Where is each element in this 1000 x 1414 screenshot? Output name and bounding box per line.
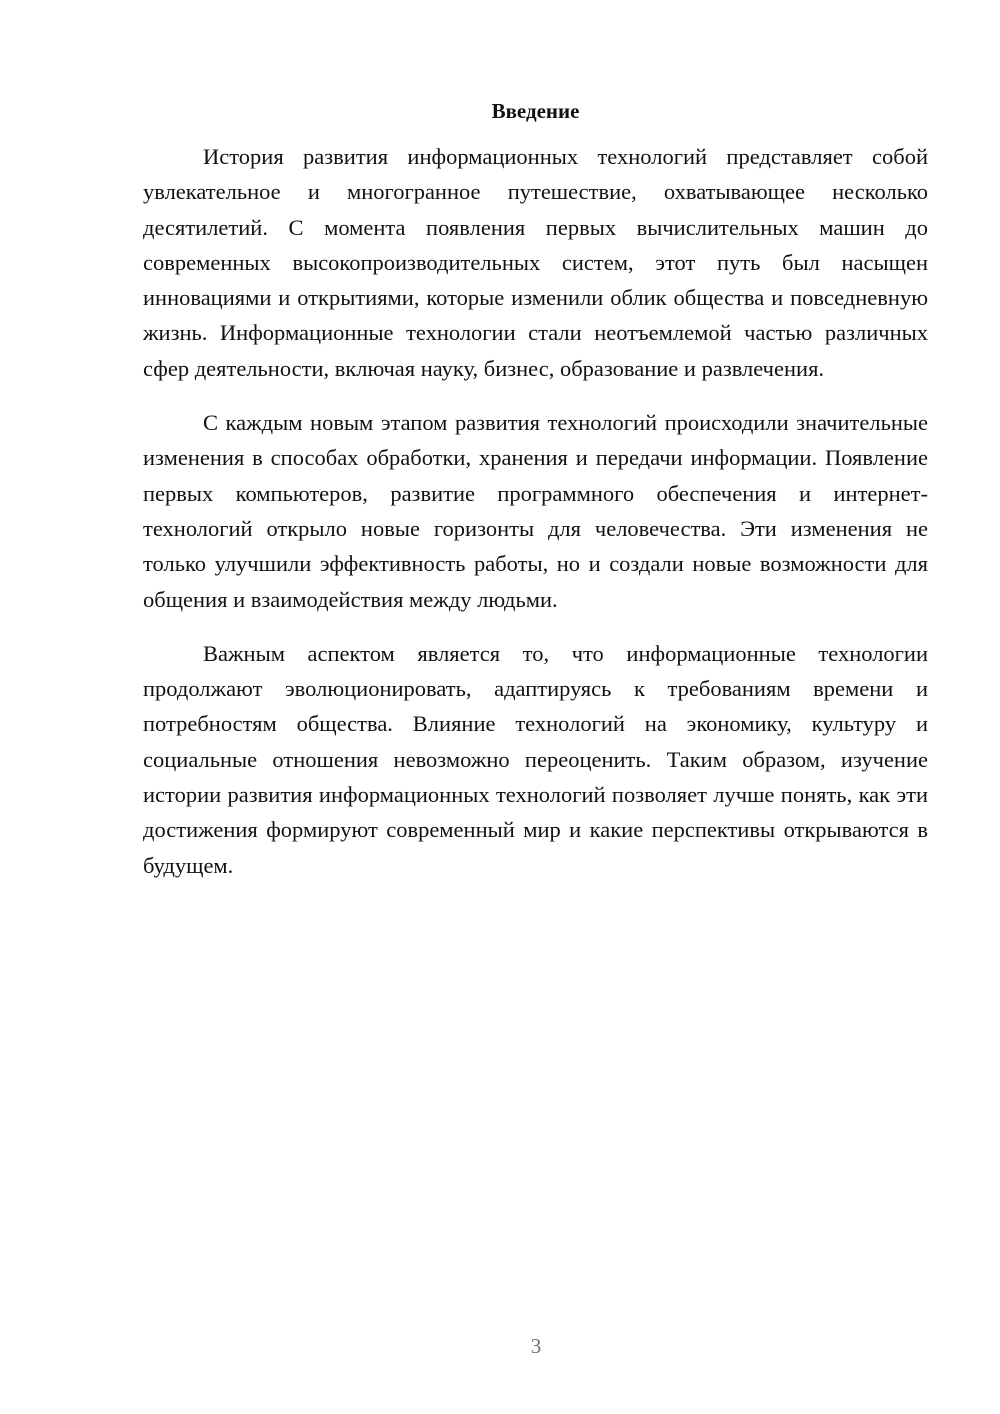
paragraph-1: История развития информационных технологий представляет собой увлекательное и многогранное путешествие, охватывающее несколько десятилетий. С момента появления первых вычислительных машин до современных высокопроизводительных систем, этот путь был насыщен инновациями и открытиями, которые изменили облик общества и повседневную жизнь. Информационные технологии стали неотъемлемой частью различных сфер деятельности, включая науку, бизнес, образование и развлечения.	[143, 144, 928, 381]
paragraph-3: Важным аспектом является то, что информационные технологии продолжают эволюционировать, адаптируясь к требованиям времени и потребностям общества. Влияние технологий на экономику, культуру и социальные отношения невозможно переоценить. Таким образом, изучение истории развития информационных технологий позволяет лучше понять, как эти достижения формируют современный мир и какие перспективы открываются в будущем.	[143, 640, 928, 878]
page-number: 3	[530, 1334, 542, 1358]
section-heading: Введение	[491, 99, 580, 123]
page-content	[143, 96, 928, 902]
paragraph-2: С каждым новым этапом развития технологий происходили значительные изменения в способах обработки, хранения и передачи информации. Появление первых компьютеров, развитие программного обеспечения и интернет-технологий открыло новые горизонты для человечества. Эти изменения не только улучшили эффективность работы, но и создали новые возможности для общения и взаимодействия между людьми.	[143, 410, 928, 612]
